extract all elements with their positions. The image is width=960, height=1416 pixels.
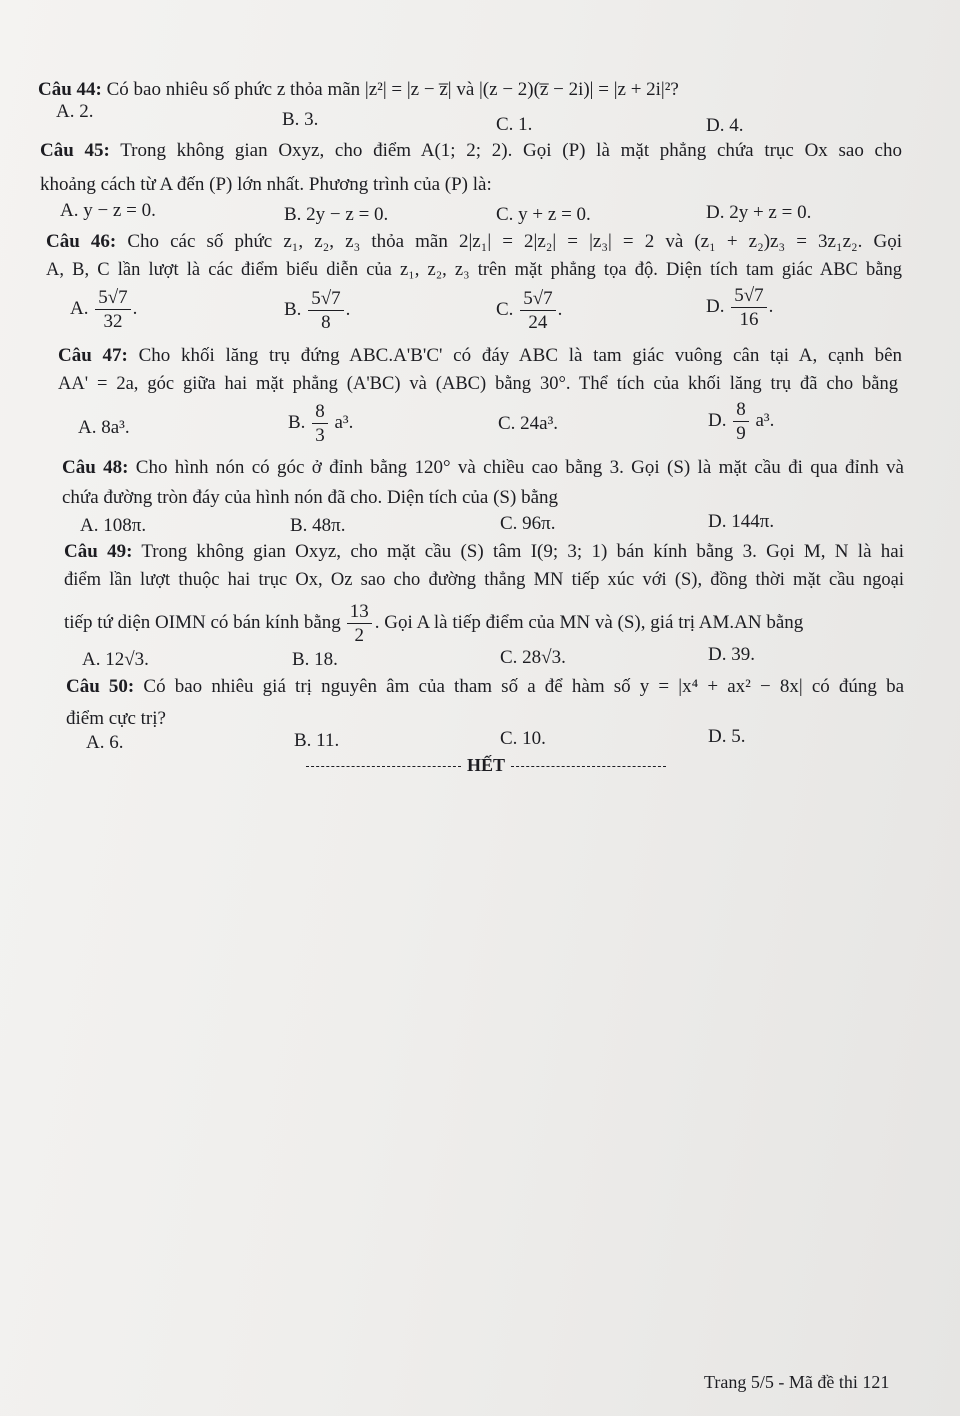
question-45-option-c: C. y + z = 0.: [496, 204, 591, 225]
question-49-line-1: [64, 540, 904, 564]
fraction: [312, 402, 328, 445]
page-footer: Trang 5/5 - Mã đề thi 121: [704, 1372, 890, 1392]
question-48-option-b: B. 48π.: [290, 515, 346, 536]
question-49-line-2: điểm lần lượt thuộc hai trục Ox, Oz sao cho đường thẳng MN tiếp xúc với (S), đồng thời mặt cầu ngoại: [64, 570, 904, 590]
question-46-option-c: C. $\frac{5√7}{24}$ .: [496, 288, 563, 333]
question-44-stem: [38, 78, 813, 102]
question-47-option-a: A. 8a³.: [78, 417, 130, 438]
question-49-number: Câu 49:: [64, 541, 133, 562]
question-46-option-a: A. $\frac{5√7}{32}$ .: [70, 287, 138, 332]
end-right-dashes: [511, 766, 666, 767]
question-50-number: Câu 50:: [66, 676, 135, 697]
question-49-text-3b: . Gọi A là tiếp điểm của MN và (S), giá trị AM.AN bằng: [374, 612, 804, 633]
question-48-option-a: A. 108π.: [80, 515, 147, 536]
fraction: [520, 289, 555, 332]
question-50-line-1: [66, 675, 904, 699]
question-50-option-b: B. 11.: [294, 730, 340, 751]
question-46-option-b: B. $\frac{5√7}{8}$ .: [284, 288, 351, 333]
question-44-option-c: C. 1.: [496, 114, 533, 135]
fraction-numerator: 8: [733, 400, 749, 422]
option-letter: D.: [708, 409, 727, 431]
fraction-numerator: 5√7: [520, 289, 555, 311]
question-47-text-1: Cho khối lăng trụ đứng ABC.A'B'C' có đáy ABC là tam giác vuông cân tại A, cạnh bên: [138, 345, 903, 366]
fraction-numerator: 5√7: [308, 289, 343, 311]
question-44-number: Câu 44:: [38, 79, 102, 100]
question-50-option-d: D. 5.: [708, 726, 746, 747]
question-47-line-2: AA' = 2a, góc giữa hai mặt phẳng (A'BC) và (ABC) bằng 30°. Thể tích của khối lăng trụ đã cho bằng: [58, 374, 898, 394]
question-48-text-1: Cho hình nón có góc ở đỉnh bằng 120° và chiều cao bằng 3. Gọi (S) là mặt cầu đi qua đỉnh và: [135, 457, 904, 478]
fraction-denominator: 3: [315, 425, 325, 446]
question-46-number: Câu 46:: [46, 231, 117, 252]
fraction-denominator: 16: [739, 309, 759, 330]
end-label: HẾT: [467, 755, 506, 775]
end-left-dashes: [306, 766, 461, 767]
question-48-line-1: [62, 456, 904, 480]
option-letter: B.: [288, 411, 306, 433]
question-49-option-d: D. 39.: [708, 644, 755, 665]
question-44-text: Có bao nhiêu số phức z thỏa mãn |z²| = |z − z̅| và |(z − 2)(z̅ − 2i)| = |z + 2i|²?: [106, 79, 679, 100]
question-45-option-d: D. 2y + z = 0.: [706, 202, 812, 223]
fraction-denominator: 2: [354, 624, 365, 646]
question-48-option-c: C. 96π.: [500, 513, 556, 534]
fraction: [308, 289, 343, 332]
question-45-text-1: Trong không gian Oxyz, cho điểm A(1; 2; 2). Gọi (P) là mặt phẳng chứa trục Ox sao cho: [120, 140, 902, 161]
question-48-line-2: chứa đường tròn đáy của hình nón đã cho. Diện tích của (S) bằng: [62, 487, 559, 508]
question-46-line-1: [46, 230, 902, 254]
question-50-line-2: điểm cực trị?: [66, 708, 166, 729]
question-49-option-a: A. 12√3.: [82, 649, 149, 670]
option-letter: B.: [284, 298, 302, 320]
option-tail: a³.: [334, 411, 354, 433]
fraction: [731, 286, 766, 329]
question-48-option-d: D. 144π.: [708, 511, 775, 532]
question-49-line-3: [64, 598, 803, 648]
question-47-option-c: C. 24a³.: [498, 413, 559, 434]
fraction-numerator: 8: [312, 402, 328, 424]
question-46-option-d: D. $\frac{5√7}{16}$ .: [706, 285, 774, 330]
question-48-number: Câu 48:: [62, 457, 129, 478]
question-49-text-3a: tiếp tứ diện OIMN có bán kính bằng: [64, 612, 341, 633]
option-letter: A.: [70, 297, 89, 319]
fraction-denominator: 8: [321, 312, 331, 333]
question-50-option-a: A. 6.: [86, 732, 124, 753]
question-46-text-1: Cho các số phức z₁, z₂, z₃ thỏa mãn 2|z₁| = 2|z₂| = |z₃| = 2 và (z₁ + z₂)z₃ = 3z₁z₂. Gọi: [127, 231, 902, 252]
fraction: [733, 400, 749, 443]
question-47-option-b: [288, 402, 353, 445]
fraction: [95, 288, 130, 331]
option-letter: C.: [496, 298, 514, 320]
fraction: [347, 602, 372, 645]
question-50-option-c: C. 10.: [500, 728, 546, 749]
fraction-denominator: 32: [103, 311, 123, 332]
fraction-numerator: 13: [347, 602, 372, 624]
question-45-option-b: B. 2y − z = 0.: [284, 204, 389, 225]
question-49-text-1: Trong không gian Oxyz, cho mặt cầu (S) tâm I(9; 3; 1) bán kính bằng 3. Gọi M, N là hai: [141, 541, 904, 562]
question-50-text-1: Có bao nhiêu giá trị nguyên âm của tham số a để hàm số y = |x⁴ + ax² − 8x| có đúng ba: [143, 676, 904, 697]
question-45-line-2: khoảng cách từ A đến (P) lớn nhất. Phương trình của (P) là:: [40, 174, 492, 195]
question-44-option-a: A. 2.: [56, 101, 94, 122]
fraction-numerator: 5√7: [731, 286, 766, 308]
question-45-option-a: A. y − z = 0.: [60, 200, 156, 221]
end-marker: [300, 755, 670, 776]
question-49-option-b: B. 18.: [292, 649, 338, 670]
question-47-line-1: [58, 344, 902, 368]
fraction-numerator: 5√7: [95, 288, 130, 310]
question-44-option-d: D. 4.: [706, 115, 744, 136]
option-letter: D.: [706, 295, 725, 317]
question-47-number: Câu 47:: [58, 345, 128, 366]
question-46-line-2: A, B, C lần lượt là các điểm biểu diễn của z₁, z₂, z₃ trên mặt phẳng tọa độ. Diện tích tam giác ABC bằng: [46, 260, 902, 280]
fraction-denominator: 24: [528, 312, 548, 333]
question-45-line-1: [40, 139, 902, 163]
fraction-denominator: 9: [736, 423, 746, 444]
option-tail: a³.: [755, 409, 775, 431]
question-45-number: Câu 45:: [40, 140, 110, 161]
question-49-option-c: C. 28√3.: [500, 647, 566, 668]
question-44-option-b: B. 3.: [282, 109, 319, 130]
question-47-option-d: [708, 400, 774, 443]
